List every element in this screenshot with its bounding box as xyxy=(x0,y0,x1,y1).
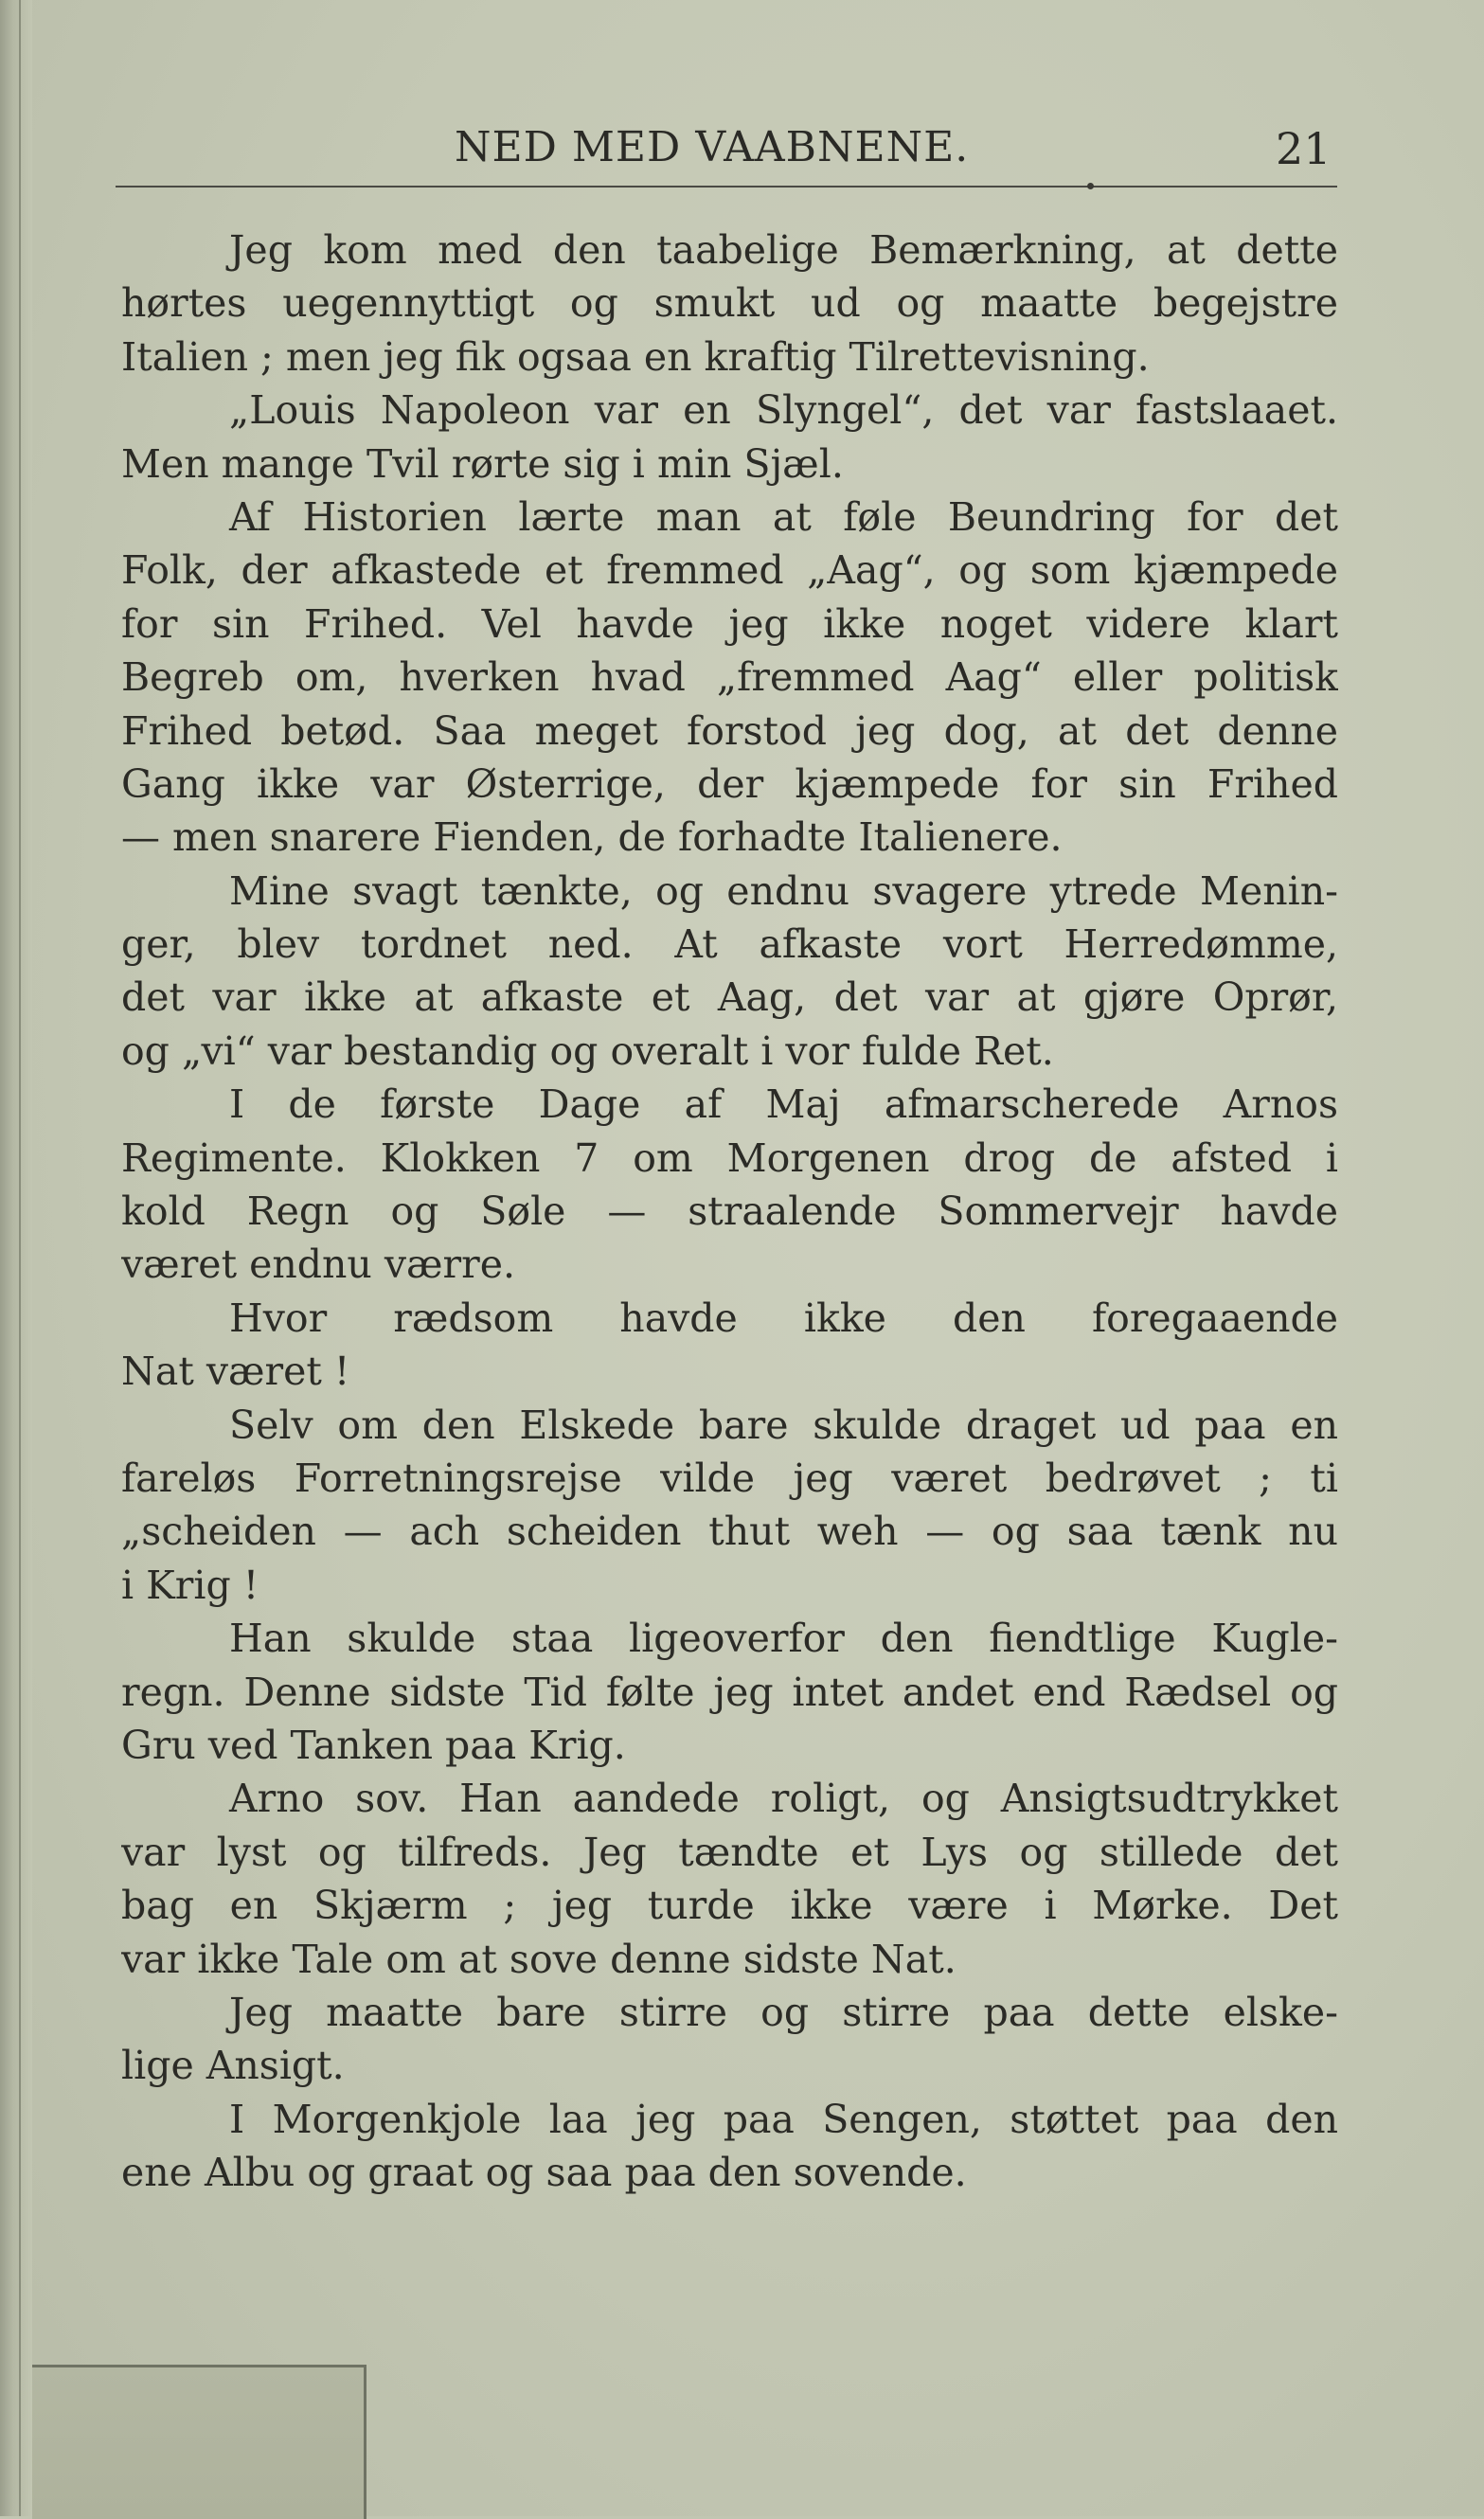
text-line: Af Historien lærte man at føle Beundring for det xyxy=(229,493,1338,540)
text-line: fareløs Forretningsrejse vilde jeg været bedrøvet ; ti xyxy=(121,1455,1338,1501)
text-line: var lyst og tilfreds. Jeg tændte et Lys og stillede det xyxy=(121,1829,1338,1875)
text-line: regn. Denne sidste Tid følte jeg intet andet end Rædsel og xyxy=(121,1669,1338,1715)
text-line: ene Albu og graat og saa paa den sovende. xyxy=(121,2150,967,2196)
text-line: ger, blev tordnet ned. At afkaste vort Herredømme, xyxy=(121,921,1338,968)
page-header xyxy=(0,114,1484,189)
text-line: Men mange Tvil rørte sig i min Sjæl. xyxy=(121,440,844,487)
text-line: Mine svagt tænkte, og endnu svagere ytrede Menin- xyxy=(229,867,1338,914)
body-text xyxy=(121,223,1338,2199)
text-line: Begreb om, hverken hvad „fremmed Aag“ eller politisk xyxy=(121,654,1338,701)
text-line: for sin Frihed. Vel havde jeg ikke noget videre klart xyxy=(121,600,1338,647)
text-line: bag en Skjærm ; jeg turde ikke være i Mørke. Det xyxy=(121,1883,1338,1929)
text-line: I Morgenkjole laa jeg paa Sengen, støttet paa den xyxy=(229,2096,1338,2142)
text-line: og „vi“ var bestandig og overalt i vor fulde Ret. xyxy=(121,1027,1054,1074)
text-line: Gang ikke var Østerrige, der kjæmpede for sin Frihed xyxy=(121,760,1338,807)
text-line: Arno sov. Han aandede roligt, og Ansigtsudtrykket xyxy=(229,1776,1338,1822)
text-line: kold Regn og Søle — straalende Sommervejr havde xyxy=(121,1188,1338,1235)
running-title: NED MED VAABNENE. xyxy=(455,123,970,171)
text-line: — men snarere Fienden, de forhadte Italienere. xyxy=(121,814,1063,861)
text-line: Frihed betød. Saa meget forstod jeg dog, at det denne xyxy=(121,707,1338,754)
text-line: Jeg maatte bare stirre og stirre paa dette elske- xyxy=(229,1989,1338,2035)
text-line: lige Ansigt. xyxy=(121,2043,345,2089)
text-line: var ikke Tale om at sove denne sidste Nat. xyxy=(121,1936,957,1982)
text-line: Nat været ! xyxy=(121,1349,350,1395)
text-line: været endnu værre. xyxy=(121,1242,516,1288)
page-number: 21 xyxy=(1276,123,1332,174)
text-line: Selv om den Elskede bare skulde draget ud paa en xyxy=(229,1402,1338,1448)
text-line: „scheiden — ach scheiden thut weh — og saa tænk nu xyxy=(121,1509,1338,1555)
text-line: Folk, der afkastede et fremmed „Aag“, og som kjæmpede xyxy=(121,547,1338,594)
page-binding-edge xyxy=(0,0,32,2516)
text-line: Gru ved Tanken paa Krig. xyxy=(121,1722,626,1768)
text-line: Hvor rædsom havde ikke den foregaaende xyxy=(229,1295,1338,1341)
text-line: „Louis Napoleon var en Slyngel“, det var fastslaaet. xyxy=(229,387,1338,434)
text-line: Jeg kom med den taabelige Bemærkning, at dette xyxy=(229,227,1338,273)
text-line: i Krig ! xyxy=(121,1562,259,1608)
scan-corner-artifact xyxy=(32,2365,367,2519)
header-rule xyxy=(116,186,1337,188)
text-line: Italien ; men jeg fik ogsaa en kraftig Tilrettevisning. xyxy=(121,333,1150,380)
header-rule-ornament xyxy=(1087,183,1094,189)
text-line: Han skulde staa ligeoverfor den fiendtlige Kugle- xyxy=(229,1616,1338,1662)
text-line: Regimente. Klokken 7 om Morgenen drog de afsted i xyxy=(121,1134,1338,1181)
text-line: I de første Dage af Maj afmarscherede Arnos xyxy=(229,1081,1338,1128)
text-line: det var ikke at afkaste et Aag, det var at gjøre Oprør, xyxy=(121,974,1338,1021)
text-line: hørtes uegennyttigt og smukt ud og maatte begejstre xyxy=(121,280,1338,327)
